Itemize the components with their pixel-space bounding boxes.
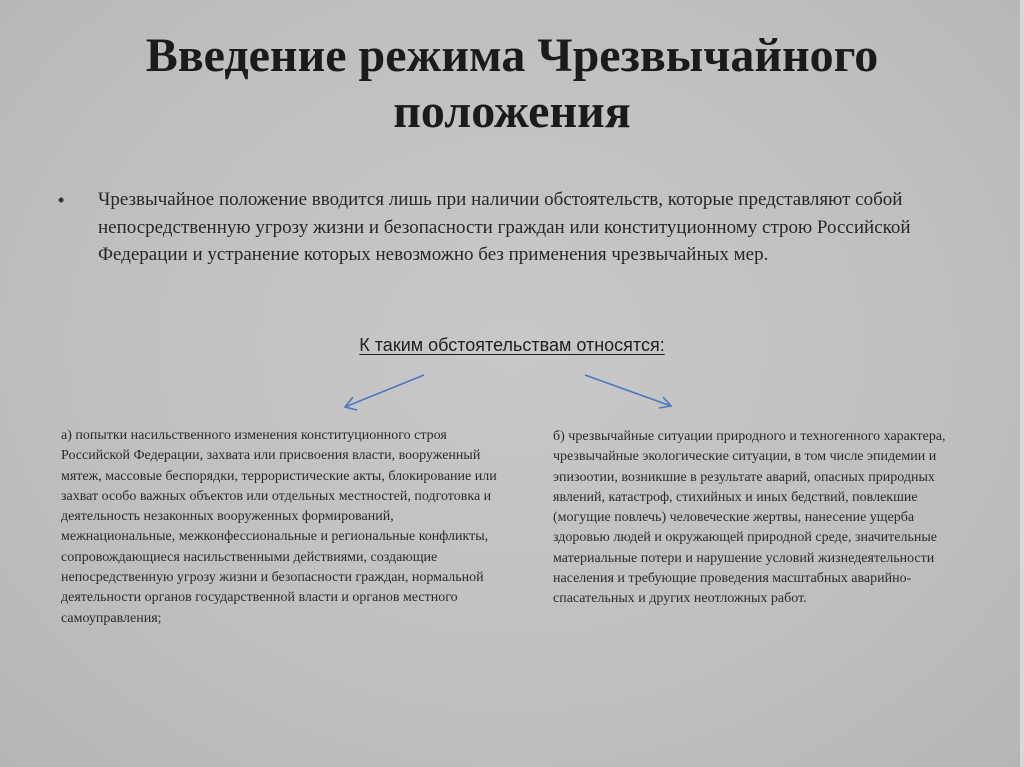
- bullet-paragraph: Чрезвычайное положение вводится лишь при наличии обстоятельств, которые представляют собой непосредственную угрозу жизни и безопасности граждан или конституционному строю Российской Федерации и устранение которых невозможно без применения чрезвычайных мер.: [98, 189, 911, 265]
- slide-title: Введение режима Чрезвычайного положения: [145, 29, 879, 138]
- circumstances-heading: [0, 333, 1024, 357]
- left-column-text: а) попытки насильственного изменения конституционного строя Российской Федерации, захвата или присвоения власти, вооруженный мятеж, массовые беспорядки, террористические акты, блокирование или захват особо важных объектов или отдельных местностей, подготовка и деятельность незаконных вооруженных формирований, межнациональные, межконфессиональные и региональные конфликты, сопровождающиеся насильственными действиями, создающие непосредственную угрозу жизни и безопасности граждан, нормальной деятельности органов государственной власти и органов местного самоуправления;: [61, 428, 497, 626]
- left-arrow-icon: [345, 375, 424, 410]
- circumstances-heading-text: К таким обстоятельствам относятся:: [359, 335, 665, 355]
- bullet-marker: •: [58, 190, 65, 210]
- right-column-text: б) чрезвычайные ситуации природного и техногенного характера, чрезвычайные экологические ситуации, в том числе эпидемии и эпизоотии, возникшие в результате аварий, опасных природных явлений, катастроф, стихийных и иных бедствий, повлекшие (могущие повлечь) человеческие жертвы, нанесение ущерба здоровью людей и окружающей природной среде, значительные материальные потери и нарушение условий жизнедеятельности населения и требующие проведения масштабных аварийно-спасательных и других неотложных работ.: [553, 429, 946, 607]
- right-arrow-icon: [585, 375, 671, 408]
- slide-edge: [1020, 0, 1024, 767]
